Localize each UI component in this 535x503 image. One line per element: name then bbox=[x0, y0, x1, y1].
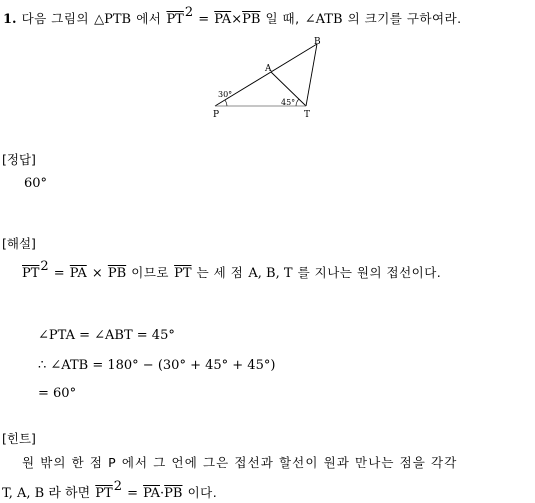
angle-label: ∠ATB bbox=[304, 12, 343, 27]
equation-2: ∴ ∠ATB = 180° − (30° + 45° + 45°) bbox=[38, 358, 276, 373]
segment-pt: $\overline{PT}$ bbox=[166, 12, 184, 27]
vertex-label-t: T bbox=[304, 110, 311, 120]
problem-number: 1. bbox=[3, 12, 17, 27]
problem-text: 에서 bbox=[136, 11, 162, 26]
segment-pa: $\overline{PA}$ bbox=[69, 266, 87, 281]
vertex-label-p: P bbox=[213, 110, 220, 120]
equation-3: = 60° bbox=[38, 386, 77, 401]
explanation-header: [해설] bbox=[2, 236, 36, 251]
hint-line-2 bbox=[2, 478, 217, 503]
angle-label-t: 45° bbox=[281, 98, 296, 107]
explanation-text: 를 지나는 원의 접선이다. bbox=[297, 265, 442, 280]
angle-arc-t bbox=[296, 99, 299, 106]
equation-1: ∠PTA = ∠ABT = 45° bbox=[38, 328, 175, 343]
triangle-figure bbox=[205, 32, 335, 124]
equals-sign: = bbox=[127, 486, 138, 501]
problem-text: 일 때, bbox=[265, 11, 300, 26]
triangle-label: △PTB bbox=[94, 12, 132, 27]
segment-bt-line bbox=[306, 44, 317, 106]
explanation-text: 이므로 bbox=[131, 265, 169, 280]
angle-label-p: 30° bbox=[218, 90, 233, 99]
exponent: 2 bbox=[113, 479, 122, 494]
angle-arc-p bbox=[225, 100, 227, 106]
problem-line bbox=[3, 4, 462, 29]
segment-pt: $\overline{PT}$ bbox=[95, 486, 113, 501]
times-sign: × bbox=[91, 266, 103, 281]
equals-sign: = bbox=[53, 266, 65, 281]
segment-pb: $\overline{PB}$ bbox=[107, 266, 127, 281]
hint-text: 이다. bbox=[187, 485, 218, 500]
segment-pt: $\overline{PT}$ bbox=[174, 266, 192, 281]
exponent: 2 bbox=[40, 259, 49, 274]
point-list: A, B, T bbox=[248, 266, 293, 281]
equals-sign: = bbox=[198, 12, 210, 27]
vertex-label-a: A bbox=[265, 64, 272, 74]
exponent: 2 bbox=[184, 5, 194, 20]
times-sign: × bbox=[231, 12, 243, 27]
hint-text: T, A, B 라 하면 bbox=[2, 486, 91, 501]
segment-pb: $\overline{PB}$ bbox=[164, 486, 183, 501]
explanation-text: 는 세 점 bbox=[196, 265, 244, 280]
problem-text: 다음 그림의 bbox=[21, 11, 90, 26]
segment-pa: $\overline{PA}$ bbox=[143, 486, 161, 501]
segment-pb: $\overline{PB}$ bbox=[242, 12, 261, 27]
hint-line-1: 원 밖의 한 점 P 에서 그 언에 그은 접선과 할선이 원과 만나는 점을 각각 bbox=[22, 455, 458, 470]
segment-pa: $\overline{PA}$ bbox=[214, 12, 232, 27]
segment-pt: $\overline{PT}$ bbox=[22, 266, 40, 281]
explanation-line-1 bbox=[22, 258, 441, 283]
vertex-label-b: B bbox=[314, 37, 321, 47]
dot-sign: · bbox=[160, 486, 165, 501]
hint-header: [힌트] bbox=[2, 431, 36, 446]
answer-value: 60° bbox=[24, 176, 48, 191]
problem-text: 의 크기를 구하여라. bbox=[347, 11, 462, 26]
answer-header: [정답] bbox=[2, 152, 36, 167]
